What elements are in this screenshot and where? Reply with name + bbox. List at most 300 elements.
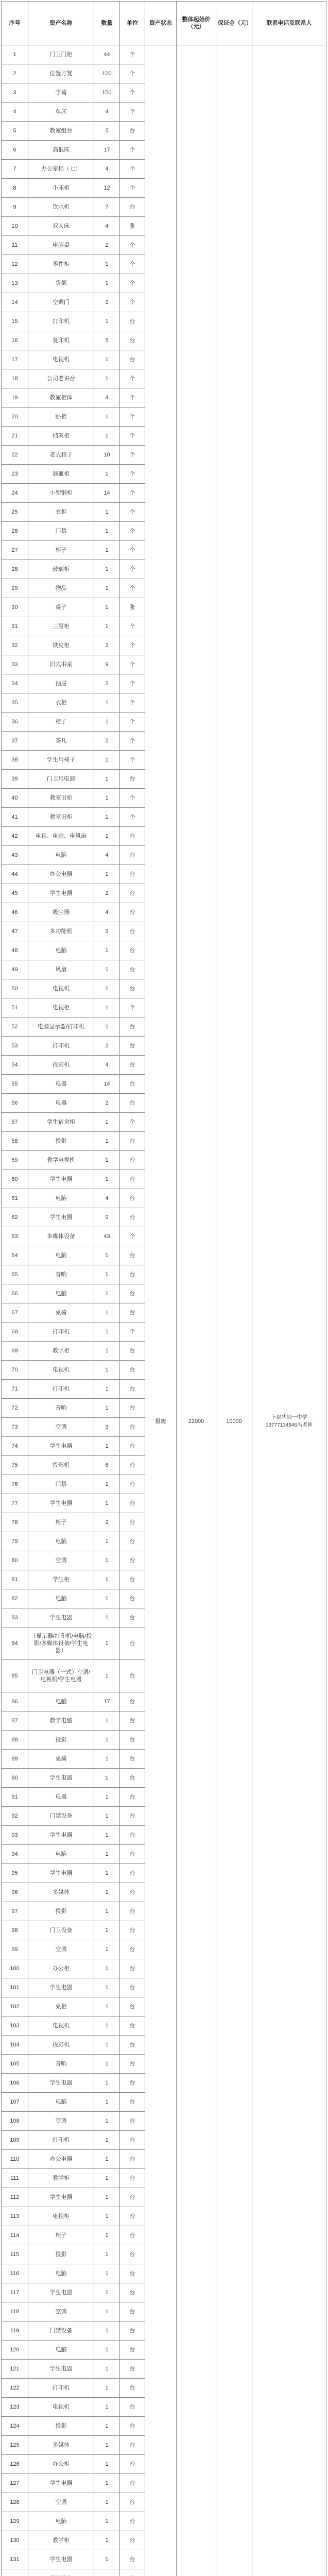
cell-unit: 台 [120, 2321, 145, 2341]
cell-name: 电视柜 [28, 2207, 94, 2226]
cell-no: 118 [2, 2302, 28, 2321]
cell-unit: 台 [120, 1361, 145, 1380]
cell-qty: 1 [94, 350, 120, 369]
cell-qty: 150 [94, 83, 120, 103]
cell-no: 88 [2, 1731, 28, 1750]
cell-name: 复印机 [28, 331, 94, 350]
cell-deposit: 10000 [216, 45, 252, 2576]
cell-unit: 台 [120, 1997, 145, 2016]
cell-name: 电脑 [28, 1189, 94, 1208]
cell-qty: 1 [94, 2245, 120, 2264]
cell-name: 小床柜 [28, 179, 94, 198]
cell-name: 茶几 [28, 732, 94, 751]
cell-name: 空调 [28, 1940, 94, 1959]
cell-no: 94 [2, 1845, 28, 1864]
cell-qty: 1 [94, 1323, 120, 1342]
cell-unit: 个 [120, 64, 145, 83]
cell-name: 打印机 [28, 2379, 94, 2398]
cell-qty: 1 [94, 2436, 120, 2455]
cell-no: 75 [2, 1456, 28, 1475]
cell-no: 56 [2, 1094, 28, 1113]
cell-no: 107 [2, 2093, 28, 2112]
cell-unit: 台 [120, 2093, 145, 2112]
cell-unit: 台 [120, 1628, 145, 1660]
cell-name: 教学电脑 [28, 1711, 94, 1731]
cell-unit: 台 [120, 1018, 145, 1037]
cell-no: 61 [2, 1189, 28, 1208]
cell-name: 柜子 [28, 1513, 94, 1532]
cell-unit: 台 [120, 1132, 145, 1151]
cell-no: 26 [2, 522, 28, 541]
cell-status: 报废 [145, 45, 177, 2576]
cell-unit: 台 [120, 2360, 145, 2379]
cell-name: 学生用椅子 [28, 751, 94, 770]
cell-no: 9 [2, 198, 28, 217]
cell-qty: 44 [94, 45, 120, 64]
cell-no: 7 [2, 160, 28, 179]
cell-qty: 2 [94, 674, 120, 693]
cell-name: 柜子 [28, 541, 94, 560]
cell-no: 105 [2, 2055, 28, 2074]
cell-qty: 1 [94, 1788, 120, 1807]
cell-name: 电器 [28, 1094, 94, 1113]
cell-unit: 个 [120, 465, 145, 484]
cell-unit: 个 [120, 408, 145, 427]
cell-name: 电脑显示器/打印机 [28, 1018, 94, 1037]
cell-name: 门禁 [28, 522, 94, 541]
cell-qty: 1 [94, 2188, 120, 2207]
cell-name: 玻璃柜 [28, 560, 94, 579]
cell-qty: 5 [94, 331, 120, 350]
cell-unit: 台 [120, 1940, 145, 1959]
cell-no: 5 [2, 122, 28, 141]
cell-qty: 1 [94, 789, 120, 808]
cell-name: 投影机 [28, 1056, 94, 1075]
cell-no: 23 [2, 465, 28, 484]
cell-name: 电脑 [28, 1845, 94, 1864]
cell-unit: 个 [120, 427, 145, 446]
cell-no: 18 [2, 369, 28, 388]
cell-unit: 台 [120, 2283, 145, 2302]
cell-name: 门卫电器（一式）空调/电视机/学生电器 [28, 1660, 94, 1692]
cell-no: 115 [2, 2245, 28, 2264]
header-deposit: 保证金（元） [216, 2, 252, 45]
header-status: 资产状态 [145, 2, 177, 45]
cell-name: 多功能机 [28, 922, 94, 941]
cell-qty: 4 [94, 103, 120, 122]
cell-qty: 1 [94, 598, 120, 617]
cell-name: 空调 [28, 1418, 94, 1437]
cell-unit: 台 [120, 1902, 145, 1921]
cell-name: 学生宿舍柜 [28, 1113, 94, 1132]
cell-no: 65 [2, 1265, 28, 1284]
cell-no: 22 [2, 446, 28, 465]
cell-qty: 1 [94, 1018, 120, 1037]
cell-name: 学生电器 [28, 2283, 94, 2302]
cell-unit: 台 [120, 2341, 145, 2360]
cell-qty: 1 [94, 1437, 120, 1456]
cell-name: 办公电器 [28, 2150, 94, 2169]
cell-qty: 1 [94, 2379, 120, 2398]
cell-qty: 2 [94, 236, 120, 255]
cell-qty: 1 [94, 2321, 120, 2341]
cell-no: 49 [2, 960, 28, 979]
cell-no: 50 [2, 979, 28, 998]
cell-name: 双人床 [28, 217, 94, 236]
cell-no [2, 2569, 28, 2576]
cell-name: 多媒体 [28, 1883, 94, 1902]
cell-qty: 1 [94, 1864, 120, 1883]
cell-no: 72 [2, 1399, 28, 1418]
cell-unit: 台 [120, 2512, 145, 2531]
cell-no: 81 [2, 1570, 28, 1589]
cell-no: 80 [2, 1551, 28, 1570]
cell-unit: 台 [120, 1711, 145, 1731]
cell-qty: 1 [94, 465, 120, 484]
cell-name: 打印机 [28, 312, 94, 331]
cell-name: 电器 [28, 1788, 94, 1807]
cell-qty: 1 [94, 1608, 120, 1628]
cell-name: 门禁设备 [28, 2321, 94, 2341]
cell-unit: 个 [120, 636, 145, 655]
cell-qty: 1 [94, 1361, 120, 1380]
cell-unit: 台 [120, 979, 145, 998]
cell-name: 电脑 [28, 2512, 94, 2531]
cell-unit: 个 [120, 446, 145, 465]
cell-qty: 1 [94, 2550, 120, 2569]
cell-qty: 7 [94, 198, 120, 217]
cell-unit: 台 [120, 1921, 145, 1940]
cell-unit: 个 [120, 1227, 145, 1246]
cell-unit: 台 [120, 2398, 145, 2417]
cell-unit: 台 [120, 2055, 145, 2074]
cell-no: 41 [2, 808, 28, 827]
cell-no: 35 [2, 693, 28, 713]
cell-qty: 1 [94, 2016, 120, 2036]
cell-no: 19 [2, 388, 28, 408]
cell-unit: 台 [120, 2036, 145, 2055]
cell-no: 52 [2, 1018, 28, 1037]
cell-unit: 台 [120, 1284, 145, 1303]
cell-qty: 1 [94, 1711, 120, 1731]
header-name: 资产名称 [28, 2, 94, 45]
cell-no: 21 [2, 427, 28, 446]
cell-no: 47 [2, 922, 28, 941]
cell-no: 44 [2, 865, 28, 884]
cell-unit: 台 [120, 331, 145, 350]
cell-qty: 1 [94, 1769, 120, 1788]
cell-unit: 台 [120, 2074, 145, 2093]
cell-qty: 1 [94, 2226, 120, 2245]
cell-unit: 个 [120, 274, 145, 293]
cell-name: 教学柜 [28, 1342, 94, 1361]
cell-qty: 1 [94, 1132, 120, 1151]
cell-qty: 1 [94, 1551, 120, 1570]
cell-name: 单床 [28, 103, 94, 122]
cell-name: 学生电器 [28, 1170, 94, 1189]
cell-qty: 1 [94, 979, 120, 998]
cell-unit: 台 [120, 2169, 145, 2188]
cell-qty: 1 [94, 2169, 120, 2188]
cell-qty: 6 [94, 1456, 120, 1475]
cell-qty: 1 [94, 2474, 120, 2493]
cell-no: 32 [2, 636, 28, 655]
cell-qty: 14 [94, 484, 120, 503]
cell-unit: 台 [120, 2188, 145, 2207]
cell-name: 学生电器 [28, 1864, 94, 1883]
cell-no: 128 [2, 2493, 28, 2512]
cell-unit: 台 [120, 1864, 145, 1883]
cell-name: 打印机 [28, 1037, 94, 1056]
cell-name: 教学柜 [28, 2531, 94, 2550]
cell-name: 桌柜 [28, 1997, 94, 2016]
cell-qty: 1 [94, 1246, 120, 1265]
cell-no: 127 [2, 2474, 28, 2493]
cell-name: 电脑 [28, 2341, 94, 2360]
cell-no: 73 [2, 1418, 28, 1437]
cell-unit [120, 2569, 145, 2576]
cell-name: 电脑 [28, 2264, 94, 2283]
cell-name: （显示器/打印机/电脑/投影/多媒体设备/学生电器） [28, 1628, 94, 1660]
cell-qty: 1 [94, 312, 120, 331]
cell-qty: 4 [94, 388, 120, 408]
cell-no: 46 [2, 903, 28, 922]
cell-unit: 个 [120, 103, 145, 122]
cell-no: 64 [2, 1246, 28, 1265]
cell-unit: 台 [120, 1551, 145, 1570]
cell-unit: 台 [120, 865, 145, 884]
cell-no: 124 [2, 2417, 28, 2436]
cell-no: 125 [2, 2436, 28, 2455]
cell-no: 45 [2, 884, 28, 903]
header-start-price: 整体起始价（元） [177, 2, 216, 45]
cell-name: 多媒体 [28, 2436, 94, 2455]
cell-qty: 120 [94, 64, 120, 83]
cell-no: 10 [2, 217, 28, 236]
cell-unit: 个 [120, 560, 145, 579]
cell-qty: 1 [94, 2302, 120, 2321]
cell-name: 投影 [28, 2417, 94, 2436]
cell-unit: 台 [120, 903, 145, 922]
cell-no: 86 [2, 1692, 28, 1711]
cell-qty: 1 [94, 2207, 120, 2226]
cell-no: 106 [2, 2074, 28, 2093]
cell-unit: 个 [120, 808, 145, 827]
cell-no: 98 [2, 1921, 28, 1940]
cell-no: 96 [2, 1883, 28, 1902]
cell-unit: 个 [120, 255, 145, 274]
cell-unit: 个 [120, 713, 145, 732]
cell-unit: 个 [120, 83, 145, 103]
cell-qty: 1 [94, 1113, 120, 1132]
cell-qty: 1 [94, 998, 120, 1018]
cell-no: 71 [2, 1380, 28, 1399]
cell-unit: 台 [120, 1189, 145, 1208]
cell-no: 63 [2, 1227, 28, 1246]
cell-no: 51 [2, 998, 28, 1018]
cell-no: 114 [2, 2226, 28, 2245]
cell-unit: 台 [120, 1399, 145, 1418]
cell-no: 129 [2, 2512, 28, 2531]
cell-qty: 1 [94, 2112, 120, 2131]
cell-qty: 1 [94, 1807, 120, 1826]
cell-no: 77 [2, 1494, 28, 1513]
cell-unit: 个 [120, 522, 145, 541]
cell-qty: 1 [94, 427, 120, 446]
cell-unit: 台 [120, 1513, 145, 1532]
cell-unit: 台 [120, 1788, 145, 1807]
cell-name: 教室柜体 [28, 388, 94, 408]
cell-qty: 1 [94, 1399, 120, 1418]
cell-name: 电视柜 [28, 998, 94, 1018]
cell-name: 学生电器 [28, 2074, 94, 2093]
cell-no: 53 [2, 1037, 28, 1056]
cell-unit: 台 [120, 2550, 145, 2569]
cell-name: 柜子 [28, 2226, 94, 2245]
cell-name: 电视机 [28, 1361, 94, 1380]
cell-name: 投影 [28, 1731, 94, 1750]
cell-qty: 1 [94, 2360, 120, 2379]
cell-no: 48 [2, 941, 28, 960]
cell-qty: 1 [94, 369, 120, 388]
cell-no: 60 [2, 1170, 28, 1189]
cell-no: 12 [2, 255, 28, 274]
cell-unit: 台 [120, 1692, 145, 1711]
cell-no: 117 [2, 2283, 28, 2302]
cell-qty: 5 [94, 122, 120, 141]
cell-name: 电脑桌 [28, 236, 94, 255]
cell-name: 学生柜 [28, 1570, 94, 1589]
cell-no: 28 [2, 560, 28, 579]
cell-no: 76 [2, 1475, 28, 1494]
cell-no: 54 [2, 1056, 28, 1075]
table-body [2, 45, 326, 2576]
cell-no: 93 [2, 1826, 28, 1845]
cell-qty: 1 [94, 560, 120, 579]
cell-no: 109 [2, 2131, 28, 2150]
cell-name: 打印机 [28, 1380, 94, 1399]
cell-unit: 台 [120, 1959, 145, 1978]
cell-name: 电脑 [28, 1692, 94, 1711]
cell-qty: 1 [94, 1660, 120, 1692]
cell-no: 126 [2, 2455, 28, 2474]
cell-name: 门禁设备 [28, 1807, 94, 1826]
cell-qty [94, 2569, 120, 2576]
cell-unit: 个 [120, 388, 145, 408]
cell-no: 108 [2, 2112, 28, 2131]
cell-unit: 台 [120, 922, 145, 941]
cell-qty: 1 [94, 808, 120, 827]
cell-no: 20 [2, 408, 28, 427]
cell-name: 空调 [28, 1551, 94, 1570]
cell-qty: 1 [94, 827, 120, 846]
cell-qty: 12 [94, 179, 120, 198]
cell-unit: 台 [120, 2131, 145, 2150]
cell-name: 学生电器 [28, 2188, 94, 2207]
cell-no: 110 [2, 2150, 28, 2169]
cell-name: 高低床 [28, 141, 94, 160]
cell-qty: 2 [94, 884, 120, 903]
cell-qty: 1 [94, 2093, 120, 2112]
cell-no: 102 [2, 1997, 28, 2016]
cell-no: 121 [2, 2360, 28, 2379]
cell-no: 92 [2, 1807, 28, 1826]
cell-unit: 台 [120, 1608, 145, 1628]
cell-qty: 1 [94, 617, 120, 636]
cell-unit: 台 [120, 1418, 145, 1437]
cell-no: 78 [2, 1513, 28, 1532]
cell-name: 铁皮柜 [28, 636, 94, 655]
cell-unit: 个 [120, 1113, 145, 1132]
cell-unit: 台 [120, 1883, 145, 1902]
cell-unit: 台 [120, 350, 145, 369]
cell-qty: 1 [94, 2264, 120, 2283]
cell-unit: 台 [120, 2302, 145, 2321]
cell-no: 24 [2, 484, 28, 503]
cell-unit: 张 [120, 598, 145, 617]
cell-qty: 1 [94, 1151, 120, 1170]
cell-unit: 台 [120, 2493, 145, 2512]
cell-qty: 1 [94, 865, 120, 884]
cell-qty: 14 [94, 1075, 120, 1094]
cell-no: 38 [2, 751, 28, 770]
cell-qty: 1 [94, 579, 120, 598]
header-qty: 数量 [94, 2, 120, 45]
cell-no: 84 [2, 1628, 28, 1660]
cell-name: 门禁 [28, 1475, 94, 1494]
cell-name: 小型钢柜 [28, 484, 94, 503]
cell-name: 教学柜 [28, 2169, 94, 2188]
cell-qty: 1 [94, 2512, 120, 2531]
cell-qty: 1 [94, 2131, 120, 2150]
cell-name: 电脑 [28, 1284, 94, 1303]
cell-name: 零件柜 [28, 255, 94, 274]
cell-no: 57 [2, 1113, 28, 1132]
cell-name: 学生电器 [28, 884, 94, 903]
cell-no: 4 [2, 103, 28, 122]
cell-no: 111 [2, 2169, 28, 2188]
cell-name: 学椅 [28, 83, 94, 103]
cell-unit: 台 [120, 1589, 145, 1608]
cell-name: 门卫用电器 [28, 770, 94, 789]
cell-unit: 台 [120, 1494, 145, 1513]
cell-name: 教室旧柜 [28, 789, 94, 808]
cell-unit: 台 [120, 1303, 145, 1323]
cell-unit: 台 [120, 941, 145, 960]
cell-unit: 台 [120, 1456, 145, 1475]
cell-qty: 1 [94, 1845, 120, 1864]
cell-name: 学生电器 [28, 1826, 94, 1845]
cell-name: 老式箱子 [28, 446, 94, 465]
cell-no: 131 [2, 2550, 28, 2569]
cell-no: 59 [2, 1151, 28, 1170]
cell-name: 门卫设备 [28, 1921, 94, 1940]
cell-name: 多媒体设备 [28, 1227, 94, 1246]
cell-no: 119 [2, 2321, 28, 2341]
cell-name: 办公电器 [28, 865, 94, 884]
cell-name: 打印机 [28, 1323, 94, 1342]
cell-name: 学生电器 [28, 2474, 94, 2493]
cell-name: 学生电器 [28, 1437, 94, 1456]
cell-no: 30 [2, 598, 28, 617]
cell-unit: 台 [120, 884, 145, 903]
cell-qty: 1 [94, 2055, 120, 2074]
cell-qty: 1 [94, 1532, 120, 1551]
cell-no: 99 [2, 1940, 28, 1959]
cell-unit: 台 [120, 1342, 145, 1361]
cell-start-price: 22000 [177, 45, 216, 2576]
cell-unit: 台 [120, 1094, 145, 1113]
